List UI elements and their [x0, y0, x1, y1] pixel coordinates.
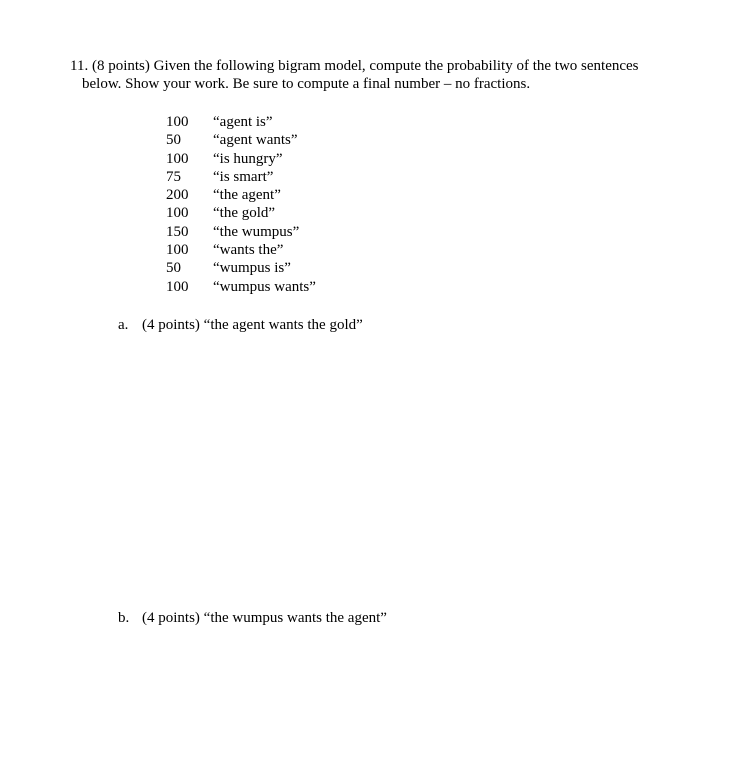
part-b-letter: b.: [118, 610, 130, 626]
bigram-phrase: “agent wants”: [213, 132, 298, 149]
bigram-phrase: “the wumpus”: [213, 223, 300, 240]
bigram-count: 50: [166, 260, 181, 277]
bigram-phrase: “wumpus is”: [213, 260, 291, 277]
table-row: [166, 204, 316, 222]
bigram-count: 100: [166, 150, 189, 167]
table-row: [166, 131, 316, 149]
bigram-phrase: “wumpus wants”: [213, 278, 316, 295]
bigram-phrase: “the agent”: [213, 187, 281, 204]
table-row: [166, 150, 316, 168]
table-row: [166, 223, 316, 241]
bigram-phrase: “wants the”: [213, 242, 284, 259]
part-b-text: (4 points) “the wumpus wants the agent”: [142, 610, 387, 626]
part-b-prompt: [118, 609, 387, 627]
bigram-count: 50: [166, 132, 181, 149]
bigram-phrase: “the gold”: [213, 205, 276, 222]
question-number: 11.: [70, 58, 89, 74]
question-text-line-2: below. Show your work. Be sure to compute a final number – no fractions.: [82, 76, 531, 92]
question-line-1: [70, 57, 690, 75]
bigram-count: 150: [166, 223, 189, 240]
bigram-count: 200: [166, 187, 189, 204]
bigram-count: 100: [166, 278, 189, 295]
bigram-count: 100: [166, 242, 189, 259]
question-prompt: [70, 57, 690, 93]
table-row: [166, 278, 316, 296]
part-a-text: (4 points) “the agent wants the gold”: [142, 317, 363, 333]
table-row: [166, 259, 316, 277]
question-text-line-1: (8 points) Given the following bigram model, compute the probability of the two sentences: [91, 58, 639, 74]
part-a-prompt: [118, 316, 363, 334]
bigram-phrase: “agent is”: [213, 114, 273, 130]
bigram-phrase: “is hungry”: [213, 150, 283, 167]
bigram-count: 100: [166, 114, 189, 130]
bigram-phrase: “is smart”: [213, 168, 274, 185]
bigram-count: 100: [166, 205, 189, 222]
table-row: [166, 241, 316, 259]
part-a-letter: a.: [118, 317, 129, 333]
table-row: [166, 168, 316, 186]
table-row: [166, 113, 316, 131]
bigram-count: 75: [166, 168, 181, 185]
bigram-table: [166, 113, 316, 296]
table-row: [166, 186, 316, 204]
